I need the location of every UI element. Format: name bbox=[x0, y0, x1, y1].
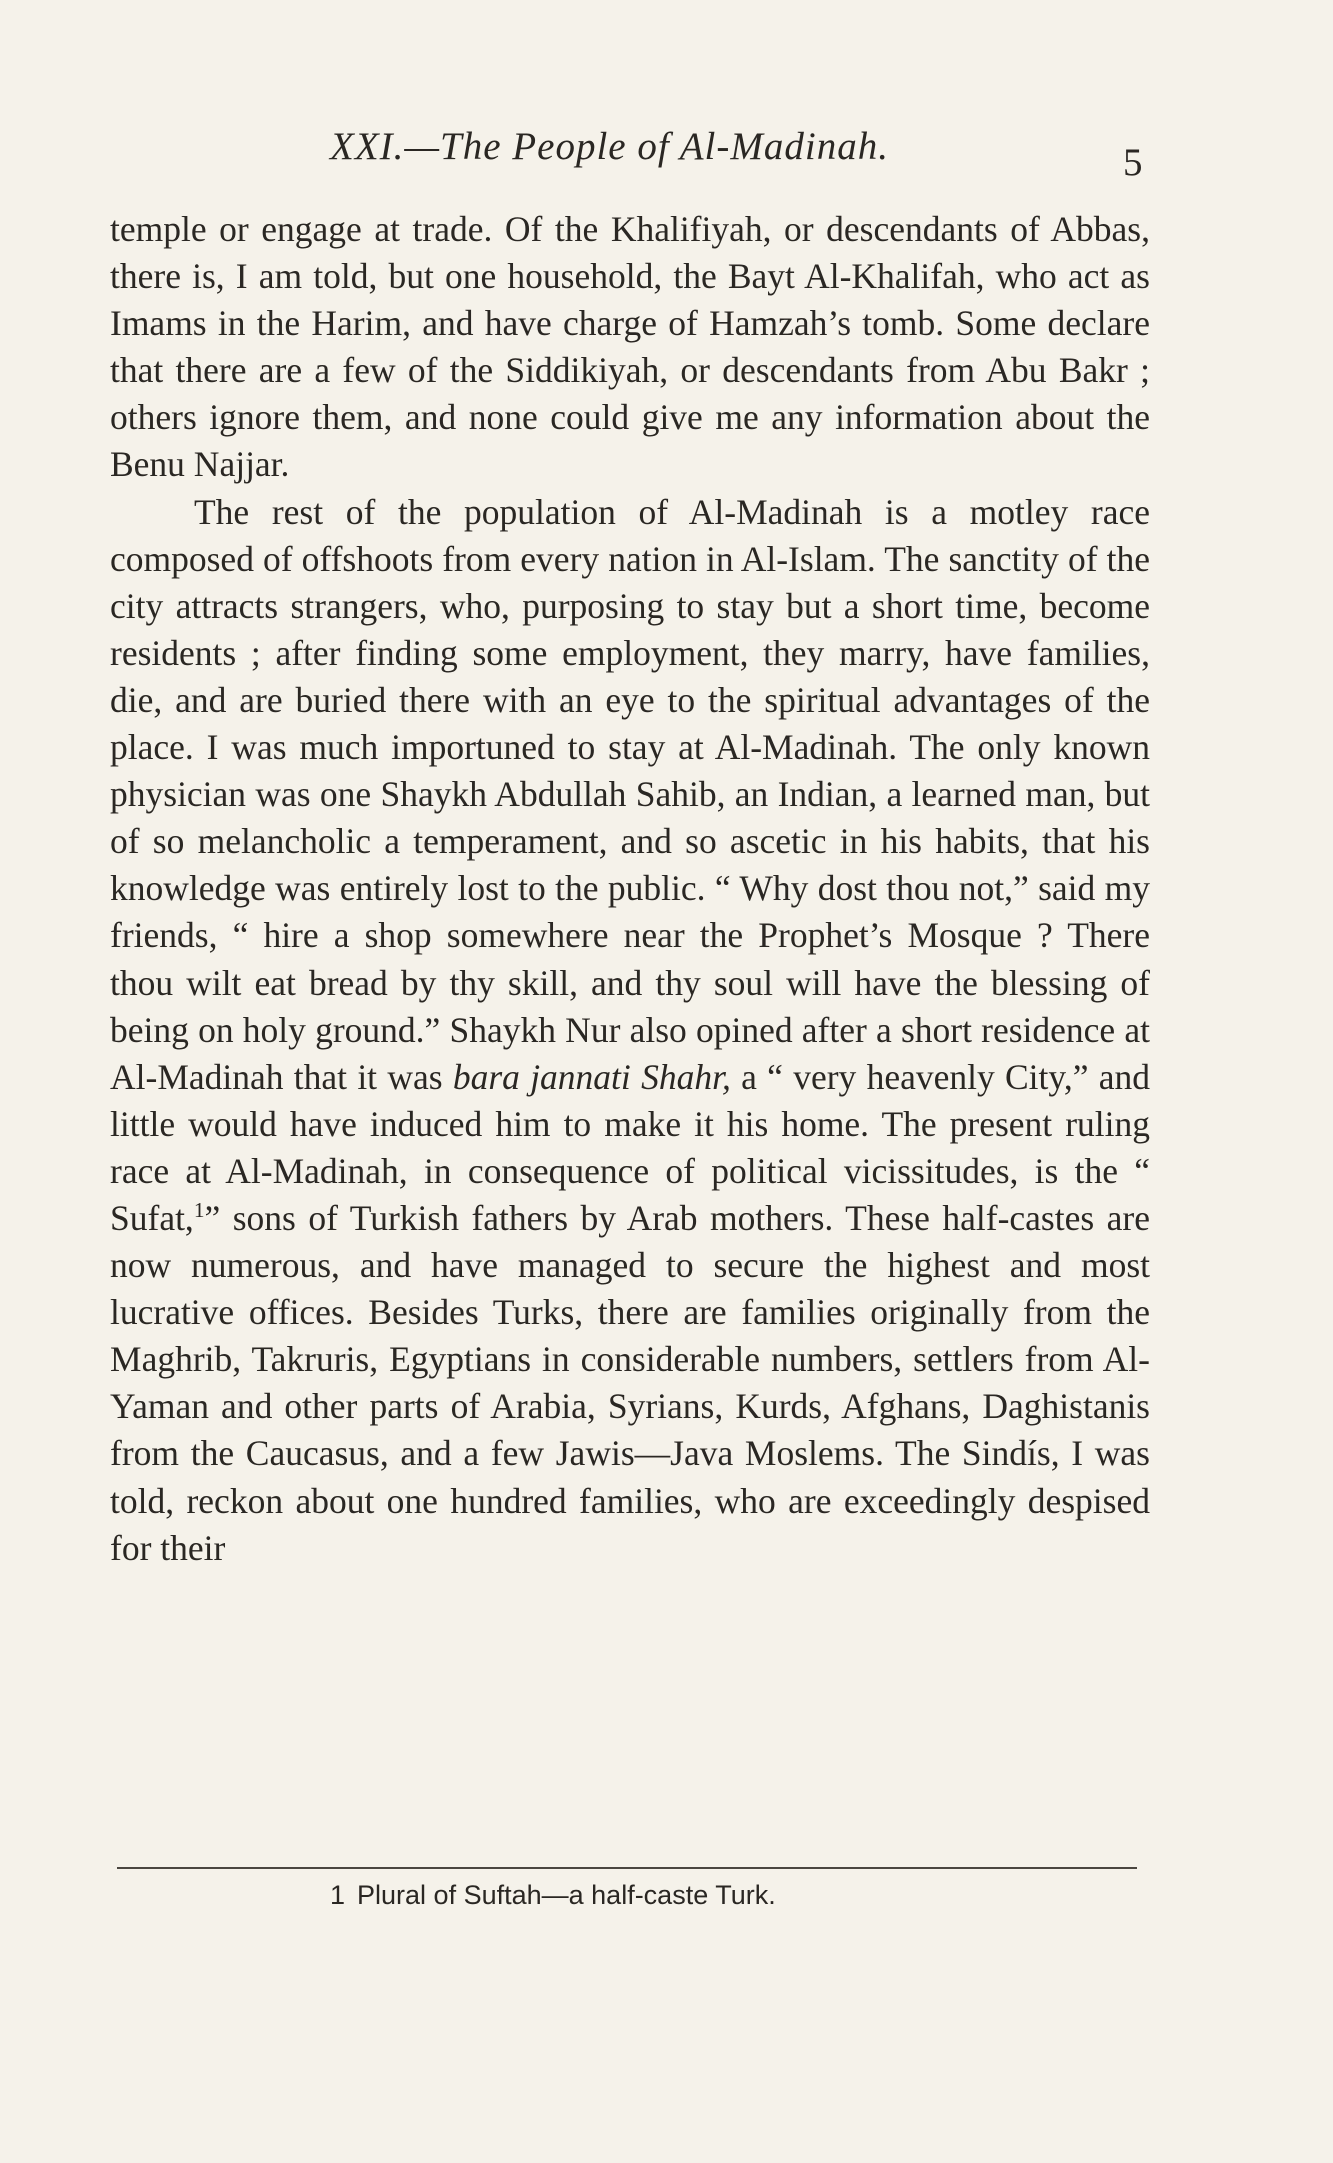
footnote-reference: 1 bbox=[193, 1198, 205, 1223]
paragraph-2-part-b: a “ very heavenly City,” and little would have induced him to make it his home. The present ruling race at Al-Madinah, in consequence of political vicissitudes, is the “ Sufat, bbox=[110, 1056, 1151, 1238]
italic-phrase: bara jannati Shahr, bbox=[452, 1056, 731, 1097]
page-header bbox=[100, 124, 1150, 188]
running-title: XXI.—The People of Al-Madinah. bbox=[330, 125, 889, 168]
footnote bbox=[330, 1880, 1130, 1911]
paragraph-1: temple or engage at trade. Of the Khalifiyah, or descendants of Abbas, there is, I am told, but one household, the Bayt Al-Khalifah, who act as Imams in the Harim, and have charge of Hamzah’s tomb. Some declare that there are a few of the Siddikiyah, or descendants from Abu Bakr ; others ignore them, and none could give me any information about the Benu Najjar. bbox=[110, 209, 1150, 485]
footnote-text: Plural of Suftah—a half-caste Turk. bbox=[357, 1880, 776, 1910]
paragraph-2-part-a: The rest of the population of Al-Madinah is a motley race composed of offshoots from every nation in Al-Islam. The sanctity of the city attracts strangers, who, purposing to stay but a short time, become residents ; after finding some employment, they marry, have families, die, and are buried there with an eye to the spiritual advantages of the place. I was much importuned to stay at Al-Madinah. The only known physician was one Shaykh Abdullah Sahib, an Indian, a learned man, but of so melancholic a temperament, and so ascetic in his habits, that his knowledge was entirely lost to the public. “ Why dost thou not,” said my friends, “ hire a shop somewhere near the Prophet’s Mosque ? There thou wilt eat bread by thy skill, and thy soul will have the blessing of being on holy ground.” Shaykh Nur also opined after a short residence at Al-Madinah that it was bbox=[110, 491, 1150, 1097]
paragraph-2 bbox=[110, 489, 1150, 1572]
footnote-divider bbox=[117, 1867, 1137, 1869]
page-number: 5 bbox=[1123, 141, 1143, 184]
footnote-mark: 1 bbox=[330, 1880, 346, 1910]
paragraph-2-part-c: ” sons of Turkish fathers by Arab mothers. These half-castes are now numerous, and have managed to secure the highest and most lucrative offices. Besides Turks, there are families originally from the Maghrib, Takruris, Egyptians in considerable numbers, settlers from Al-Yaman and other parts of Arabia, Syrians, Kurds, Afghans, Daghistanis from the Caucasus, and a few Jawis—Java Moslems. The Sindís, I was told, reckon about one hundred families, who are exceedingly despised for their bbox=[110, 1197, 1150, 1568]
body-text bbox=[110, 206, 1150, 1572]
